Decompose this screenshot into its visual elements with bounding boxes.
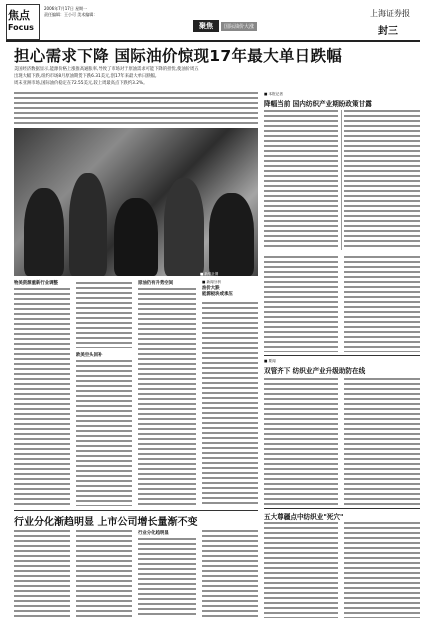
right-bottom-title: 五大尊疆点中纺织业"死穴"	[264, 513, 344, 521]
right-top-kicker: ■ 本报记者	[264, 92, 283, 96]
col1-text	[14, 288, 70, 506]
section-title-en: Focus	[8, 23, 34, 32]
bottom-text-d	[202, 530, 258, 618]
column-divider	[341, 110, 342, 250]
section-title-cn: 焦点	[8, 9, 30, 22]
col4-kicker: ■ 新闻分析	[202, 280, 221, 284]
right-bottom-text-a	[264, 522, 338, 618]
bottom-headline: 行业分化渐趋明显 上市公司增长量渐不变	[14, 517, 198, 528]
lead-line-3: 周末亚洲市场,国际油价稳定在72.55美元,较上周最高点下跌约3.2%。	[14, 81, 148, 86]
bottom-subhead: 行业分化趋明显	[138, 531, 169, 536]
col1-subhead: 物美资源重新行业调整	[14, 281, 58, 286]
right-top-text-c	[264, 256, 338, 352]
col2-text-b	[76, 360, 132, 506]
col2-subhead: 欧美空头回补	[76, 353, 103, 358]
right-top-title: 降幅当前 国内纺织产业期盼政策甘露	[264, 100, 372, 108]
right-mid-text-b	[344, 378, 420, 506]
right-top-text-b	[344, 110, 420, 250]
col4-title: 油价大跌 能源板块或承压	[202, 286, 233, 297]
bottom-rule	[14, 510, 258, 511]
section-rule-2	[264, 508, 420, 509]
top-rule	[6, 40, 420, 42]
right-top-text-a	[264, 110, 338, 250]
bottom-text-b	[76, 530, 132, 618]
topic-box: 聚焦	[193, 20, 219, 32]
lead-line-2: 出现大幅下跌,纽约市场8月原油期货下跌6.31美元,创17年来最大单日跌幅。	[14, 74, 160, 79]
section-rule	[264, 355, 420, 356]
lead-line-1: 美国经济数据显示,能源价格上涨推高通胀率,导致了市场对于原油需求可能下降的担忧,使油价周五	[14, 67, 199, 72]
news-photo	[14, 128, 258, 276]
article-text-block	[14, 92, 258, 124]
newspaper-logo: 上海证券报	[370, 9, 410, 18]
bottom-text-c	[138, 538, 196, 618]
col2-text-a	[76, 282, 132, 348]
right-mid-title: 双管齐下 纺织业产业升级助防在线	[264, 367, 366, 375]
dateline: 2006年7月17日 星期一	[44, 6, 88, 11]
bottom-text-a	[14, 530, 70, 618]
right-mid-text-a	[264, 378, 338, 506]
col3-subhead: 原油仍有升势空间	[138, 281, 174, 286]
col4-text	[202, 302, 258, 506]
main-headline: 担心需求下降 国际油价惊现17年最大单日跌幅	[14, 47, 343, 65]
editors-line: 责任编辑：王小可 美术编辑：	[44, 12, 98, 17]
topic-tag: 国际油价大涨	[221, 22, 257, 31]
right-bottom-text-b	[344, 522, 420, 618]
photo-caption: ■ 新华社图	[200, 272, 219, 276]
col3-text	[138, 288, 196, 506]
right-mid-kicker: ■ 要闻	[264, 359, 276, 363]
page-number: 封三	[378, 26, 398, 37]
right-top-text-d	[344, 256, 420, 352]
